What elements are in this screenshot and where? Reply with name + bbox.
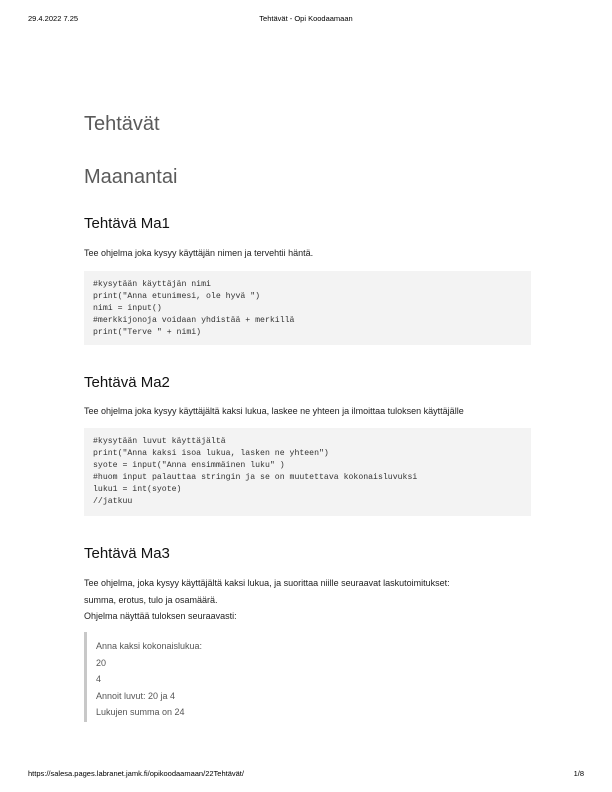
code-line: //jatkuu [93,497,133,506]
code-block [84,271,531,345]
example-line: Lukujen summa on 24 [96,707,185,717]
print-footer [0,769,612,783]
code-line: #kysytään luvut käyttäjältä [93,437,226,446]
example-line: 20 [96,657,107,668]
section-title: Maanantai [84,166,178,188]
code-line: print("Anna kaksi isoa lukua, lasken ne yhteen") [93,449,329,458]
code-line: nimi = input() [93,304,162,313]
task-title: Tehtävä Ma1 [84,215,170,232]
code-block [84,428,531,516]
code-line: #kysytään käyttäjän nimi [93,280,211,289]
code-line: syote = input("Anna ensimmäinen luku" ) [93,461,285,470]
example-line: Anna kaksi kokonaislukua: [96,641,203,651]
print-header [0,14,612,28]
example-line: 4 [96,674,102,684]
task-title: Tehtävä Ma3 [84,545,170,562]
example-output-blockquote [84,632,531,722]
task-description: summa, erotus, tulo ja osamäärä. [84,595,218,605]
code-line: print("Anna etunimesi, ole hyvä ") [93,292,261,301]
page-number: 1/8 [573,769,584,778]
task-description: Tee ohjelma, joka kysyy käyttäjältä kaksi lukua, ja suorittaa niille seuraavat laskutoimitukset: [84,578,450,588]
code-line: #huom input palauttaa stringin ja se on muutettava kokonaisluvuksi [93,473,418,482]
code-line: #merkkijonoja voidaan yhdistää + merkillä [93,316,295,325]
code-line: print("Terve " + nimi) [93,328,202,337]
example-line: Annoit luvut: 20 ja 4 [96,690,176,701]
print-title: Tehtävät - Opi Koodaamaan [259,14,353,23]
task-description: Tee ohjelma joka kysyy käyttäjän nimen ja tervehtii häntä. [84,248,314,258]
task-title: Tehtävä Ma2 [84,374,170,391]
code-line: luku1 = int(syote) [93,485,182,494]
task-description: Tee ohjelma joka kysyy käyttäjältä kaksi lukua, laskee ne yhteen ja ilmoittaa tuloksen käyttäjälle [84,406,464,416]
print-url[interactable]: https://salesa.pages.labranet.jamk.fi/opikoodaamaan/22Tehtävät/ [28,769,244,778]
page-title: Tehtävät [84,113,160,135]
task-description: Ohjelma näyttää tuloksen seuraavasti: [84,611,237,621]
print-date: 29.4.2022 7.25 [28,14,79,23]
